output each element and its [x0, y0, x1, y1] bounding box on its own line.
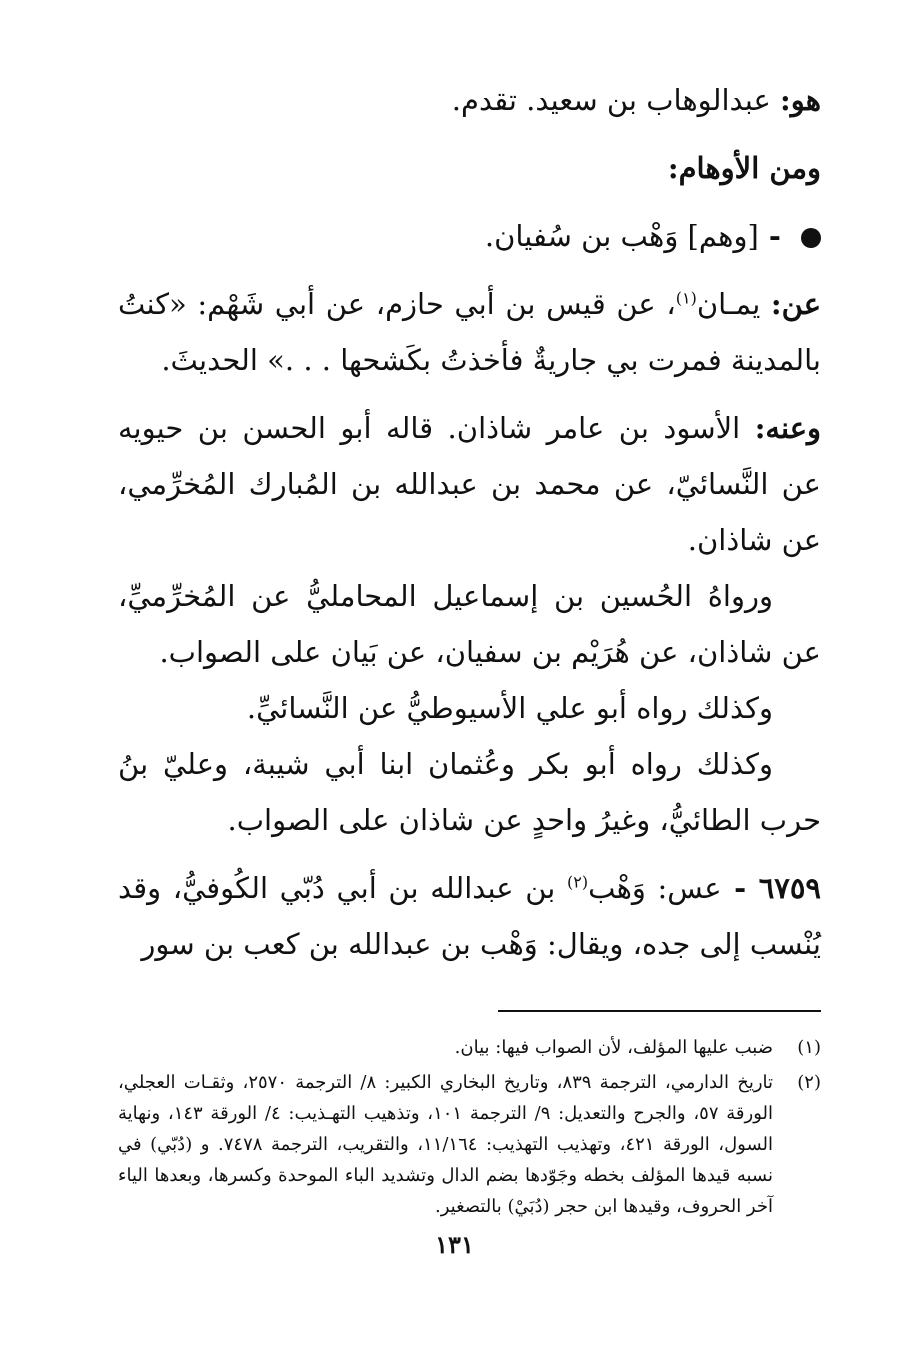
paragraph-anhu-text: الأسود بن عامر شاذان. قاله أبو الحسن بن حيويه عن النَّسائيّ، عن محمد بن عبدالله بن المُبارك المُخرِّمي، عن شاذان.	[118, 411, 821, 557]
entry-text: بن عبدالله بن أبي دُبّي الكُوفيُّ، وقد يُنْسب إلى جده، ويقال: وَهْب بن عبدالله بن كعب بن سور	[118, 871, 821, 961]
footnote-2-text: تاريخ الدارمي، الترجمة ٨٣٩، وتاريخ البخاري الكبير: ٨/ الترجمة ٢٥٧٠، وثقـات العجلي، الورقة ٥٧، والجرح والتعديل: ٩/ الترجمة ١٠١، وتذهيب التهـذيب: ٤/ الورقة ١٤٣، ونهاية السول، الورقة ٤٢١، وتهذيب التهذيب: ١١/١٦٤، والتقريب، الترجمة ٧٤٧٨. و (دُبّي) في نسبه قيدها المؤلف بخطه وجَوّدها بضم الدال وتشديد الباء الموحدة وكسرها، وبعدها الياء آخر الحروف، وقيدها ابن حجر (دُبَيْ) بالتصغير.	[118, 1072, 774, 1217]
entry-dash: -	[721, 871, 759, 905]
paragraph-huwa	[118, 72, 821, 128]
entry-code: عس:	[657, 871, 722, 905]
paragraph-kadhalik-2: وكذلك رواه أبو بكر وعُثمان ابنا أبي شيبة، وعليّ بنُ حرب الطائيُّ، وغيرُ واحدٍ عن شاذان على الصواب.	[118, 747, 821, 837]
entry-wahm-dash: -	[758, 219, 791, 253]
entry-6759	[118, 860, 821, 972]
paragraph-an-text-before: يمـان	[696, 287, 771, 321]
footnote-1	[118, 1032, 821, 1063]
footnote-2-number: (٢)	[797, 1072, 821, 1093]
section-heading: ومن الأوهام:	[667, 151, 821, 185]
footnote-divider	[498, 1010, 821, 1012]
paragraph-huwa-text: عبدالوهاب بن سعيد. تقدم.	[451, 83, 781, 117]
label-anhu: وعنه:	[754, 411, 821, 445]
paragraph-rawahu: ورواهُ الحُسين بن إسماعيل المحامليُّ عن المُخرِّميِّ، عن شاذان، عن هُرَيْم بن سفيان، عن بَيان على الصواب.	[118, 579, 821, 669]
footnote-1-text: ضبب عليها المؤلف، لأن الصواب فيها: بيان.	[454, 1037, 773, 1058]
footnote-ref-1[interactable]: (١)	[675, 288, 697, 308]
label-an: عن:	[770, 287, 822, 321]
paragraph-an-text-after: ، عن قيس بن أبي حازم، عن أبي شَهْم: «كنتُ بالمدينة فمرت بي جاريةٌ فأخذتُ بكَشحها . . .» الحديثَ.	[118, 287, 821, 377]
paragraph-kadhalik-1: وكذلك رواه أبو علي الأسيوطيُّ عن النَّسائيِّ.	[246, 691, 773, 725]
entry-number: ٦٧٥٩	[758, 871, 821, 905]
footnote-2	[118, 1067, 821, 1222]
label-huwa: هو:	[780, 83, 821, 117]
entry-wahm-title: [وهم] وَهْب بن سُفيان.	[484, 219, 759, 253]
paragraph-anhu	[118, 400, 821, 568]
bullet-icon	[801, 228, 821, 248]
entry-wahm	[118, 208, 821, 264]
footnote-ref-2[interactable]: (٢)	[567, 872, 589, 892]
page-number: ١٣١	[435, 1230, 474, 1259]
entry-name: وَهْب	[588, 871, 658, 905]
paragraph-an	[118, 276, 821, 388]
footnote-1-number: (١)	[797, 1037, 821, 1058]
